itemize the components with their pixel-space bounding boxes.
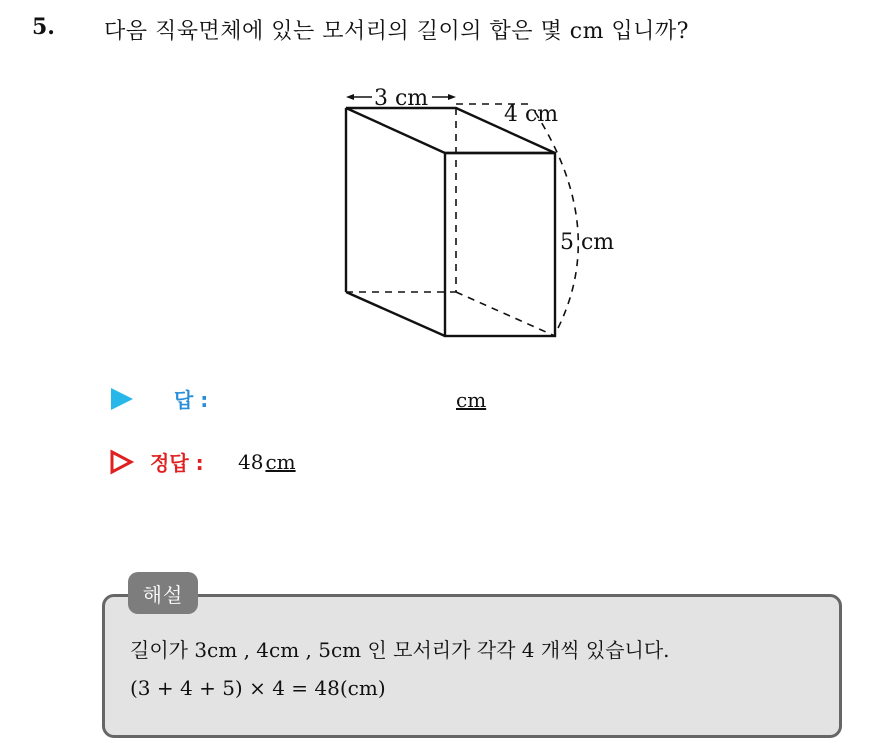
cuboid-figure bbox=[300, 80, 640, 350]
height-label: 5 cm bbox=[560, 230, 615, 255]
correct-answer-label: 정답 : bbox=[150, 451, 204, 475]
depth-label: 4 cm bbox=[504, 102, 559, 127]
explanation-box bbox=[102, 594, 842, 738]
answer-row bbox=[108, 386, 528, 416]
correct-answer-row bbox=[108, 448, 528, 478]
explanation-line-1: 길이가 3cm , 4cm , 5cm 인 모서리가 각각 4 개씩 있습니다. bbox=[130, 638, 670, 662]
answer-label: 답 : bbox=[174, 388, 209, 412]
answer-unit: cm bbox=[456, 388, 487, 412]
hidden-edge-bottom-side bbox=[456, 292, 555, 336]
explanation-tag: 해설 bbox=[128, 572, 198, 614]
correct-triangle-outline-icon bbox=[108, 449, 134, 475]
explanation-line-2: (3 + 4 + 5) × 4 = 48(cm) bbox=[130, 676, 386, 700]
correct-answer-value: 48 cm bbox=[238, 450, 296, 474]
width-label: 3 cm bbox=[374, 86, 429, 111]
height-dimension-arc bbox=[535, 112, 578, 334]
front-face bbox=[445, 153, 555, 336]
edge-bottom-left bbox=[346, 292, 445, 336]
question-number: 5. bbox=[32, 14, 55, 40]
answer-triangle-icon bbox=[108, 386, 134, 412]
question-text: 다음 직육면체에 있는 모서리의 길이의 합은 몇 cm 입니까? bbox=[104, 19, 689, 44]
